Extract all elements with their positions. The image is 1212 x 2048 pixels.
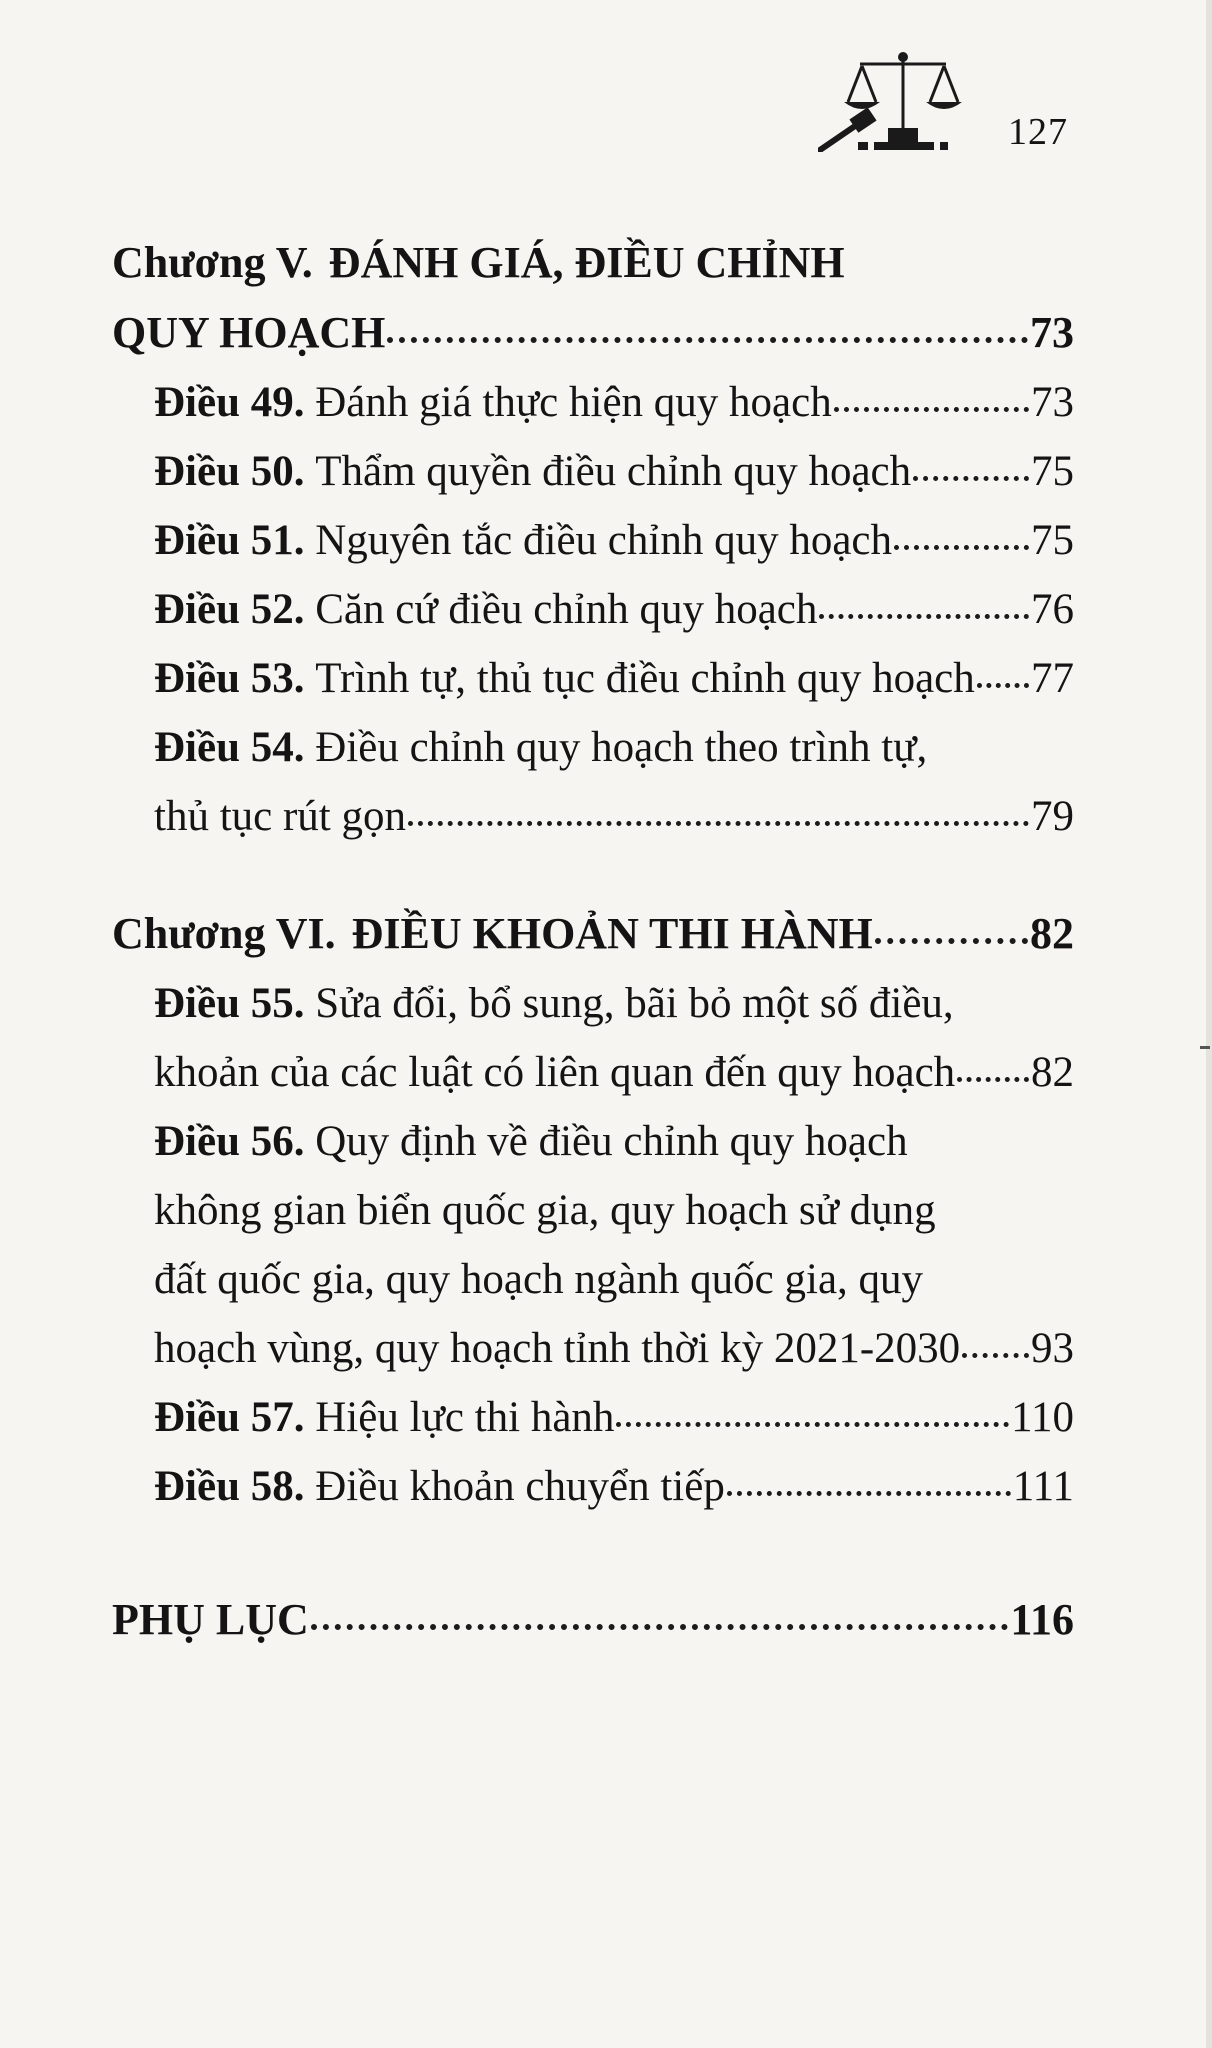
toc-entry-dieu-54 xyxy=(112,713,1074,851)
toc-entry-dieu-52 xyxy=(112,575,1074,644)
article-title: Đánh giá thực hiện quy hoạch xyxy=(315,379,832,426)
page-ref: 76 xyxy=(1031,586,1074,633)
article-title: Trình tự, thủ tục điều chỉnh quy hoạch xyxy=(315,655,975,702)
dot-leader xyxy=(408,821,1029,826)
toc-appendix xyxy=(112,1585,1074,1655)
article-number: Điều 53. xyxy=(154,655,305,702)
article-title: Sửa đổi, bổ sung, bãi bỏ một số điều, xyxy=(315,980,954,1027)
article-title-cont: đất quốc gia, quy hoạch ngành quốc gia, quy xyxy=(154,1256,924,1303)
dot-leader xyxy=(962,1353,1029,1358)
page-edge-shadow xyxy=(1206,0,1212,2048)
article-number: Điều 54. xyxy=(154,724,305,771)
page-ref: 82 xyxy=(1031,1049,1074,1096)
page-ref: 73 xyxy=(1031,379,1074,426)
dot-leader xyxy=(311,1624,1009,1630)
article-title: Hiệu lực thi hành xyxy=(315,1394,615,1441)
page-number: 127 xyxy=(1008,111,1068,153)
page-ref: 75 xyxy=(1031,517,1074,564)
article-number: Điều 49. xyxy=(154,379,305,426)
article-title-cont: không gian biển quốc gia, quy hoạch sử dụng xyxy=(154,1187,936,1234)
article-number: Điều 56. xyxy=(154,1118,305,1165)
article-title: Căn cứ điều chỉnh quy hoạch xyxy=(315,586,818,633)
article-title: Điều khoản chuyển tiếp xyxy=(315,1463,725,1510)
article-number: Điều 50. xyxy=(154,448,305,495)
chapter-label: Chương V. xyxy=(112,238,313,287)
article-number: Điều 57. xyxy=(154,1394,305,1441)
article-title: Nguyên tắc điều chỉnh quy hoạch xyxy=(315,517,892,564)
chapter-title-cont: QUY HOẠCH xyxy=(112,308,386,357)
dot-leader xyxy=(894,545,1029,550)
dot-leader xyxy=(819,614,1029,619)
dot-leader xyxy=(616,1422,1009,1427)
scales-of-justice-gavel-icon xyxy=(818,50,988,152)
dot-leader xyxy=(727,1491,1011,1496)
toc-entry-dieu-58 xyxy=(112,1452,1074,1521)
appendix-title: PHỤ LỤC xyxy=(112,1595,309,1644)
toc-chapter-5 xyxy=(112,228,1074,368)
page-ref: 82 xyxy=(1030,909,1074,958)
chapter-title: ĐÁNH GIÁ, ĐIỀU CHỈNH xyxy=(328,238,845,287)
page-ref: 111 xyxy=(1012,1463,1074,1510)
table-of-contents xyxy=(112,228,1074,1655)
page-ref: 110 xyxy=(1011,1394,1074,1441)
page-ref: 77 xyxy=(1031,655,1074,702)
article-number: Điều 52. xyxy=(154,586,305,633)
toc-entry-dieu-51 xyxy=(112,506,1074,575)
toc-entry-dieu-56 xyxy=(112,1107,1074,1383)
page-ref: 75 xyxy=(1031,448,1074,495)
chapter-label: Chương VI. xyxy=(112,909,336,958)
article-number: Điều 51. xyxy=(154,517,305,564)
toc-entry-dieu-53 xyxy=(112,644,1074,713)
chapter-title: ĐIỀU KHOẢN THI HÀNH xyxy=(351,909,873,958)
toc-entry-dieu-57 xyxy=(112,1383,1074,1452)
page-ref: 73 xyxy=(1030,308,1074,357)
article-number: Điều 55. xyxy=(154,980,305,1027)
dot-leader xyxy=(387,337,1028,343)
toc-entry-dieu-49 xyxy=(112,368,1074,437)
toc-entry-dieu-50 xyxy=(112,437,1074,506)
article-number: Điều 58. xyxy=(154,1463,305,1510)
article-title: Quy định về điều chỉnh quy hoạch xyxy=(315,1118,908,1165)
article-title-cont: thủ tục rút gọn xyxy=(154,793,406,840)
article-title: Điều chỉnh quy hoạch theo trình tự, xyxy=(315,724,928,771)
dot-leader xyxy=(875,938,1028,944)
page-ref: 79 xyxy=(1031,793,1074,840)
toc-entry-dieu-55 xyxy=(112,969,1074,1107)
article-title-cont: khoản của các luật có liên quan đến quy hoạch xyxy=(154,1049,956,1096)
dot-leader xyxy=(977,683,1029,688)
page-ref: 93 xyxy=(1031,1325,1074,1372)
dot-leader xyxy=(957,1077,1029,1082)
dot-leader xyxy=(834,407,1029,412)
article-title-cont: hoạch vùng, quy hoạch tỉnh thời kỳ 2021-2030 xyxy=(154,1325,961,1372)
dot-leader xyxy=(913,476,1029,481)
toc-chapter-6 xyxy=(112,899,1074,969)
binding-mark xyxy=(1200,1046,1210,1049)
article-title: Thẩm quyền điều chỉnh quy hoạch xyxy=(315,448,912,495)
page-ref: 116 xyxy=(1010,1595,1074,1644)
